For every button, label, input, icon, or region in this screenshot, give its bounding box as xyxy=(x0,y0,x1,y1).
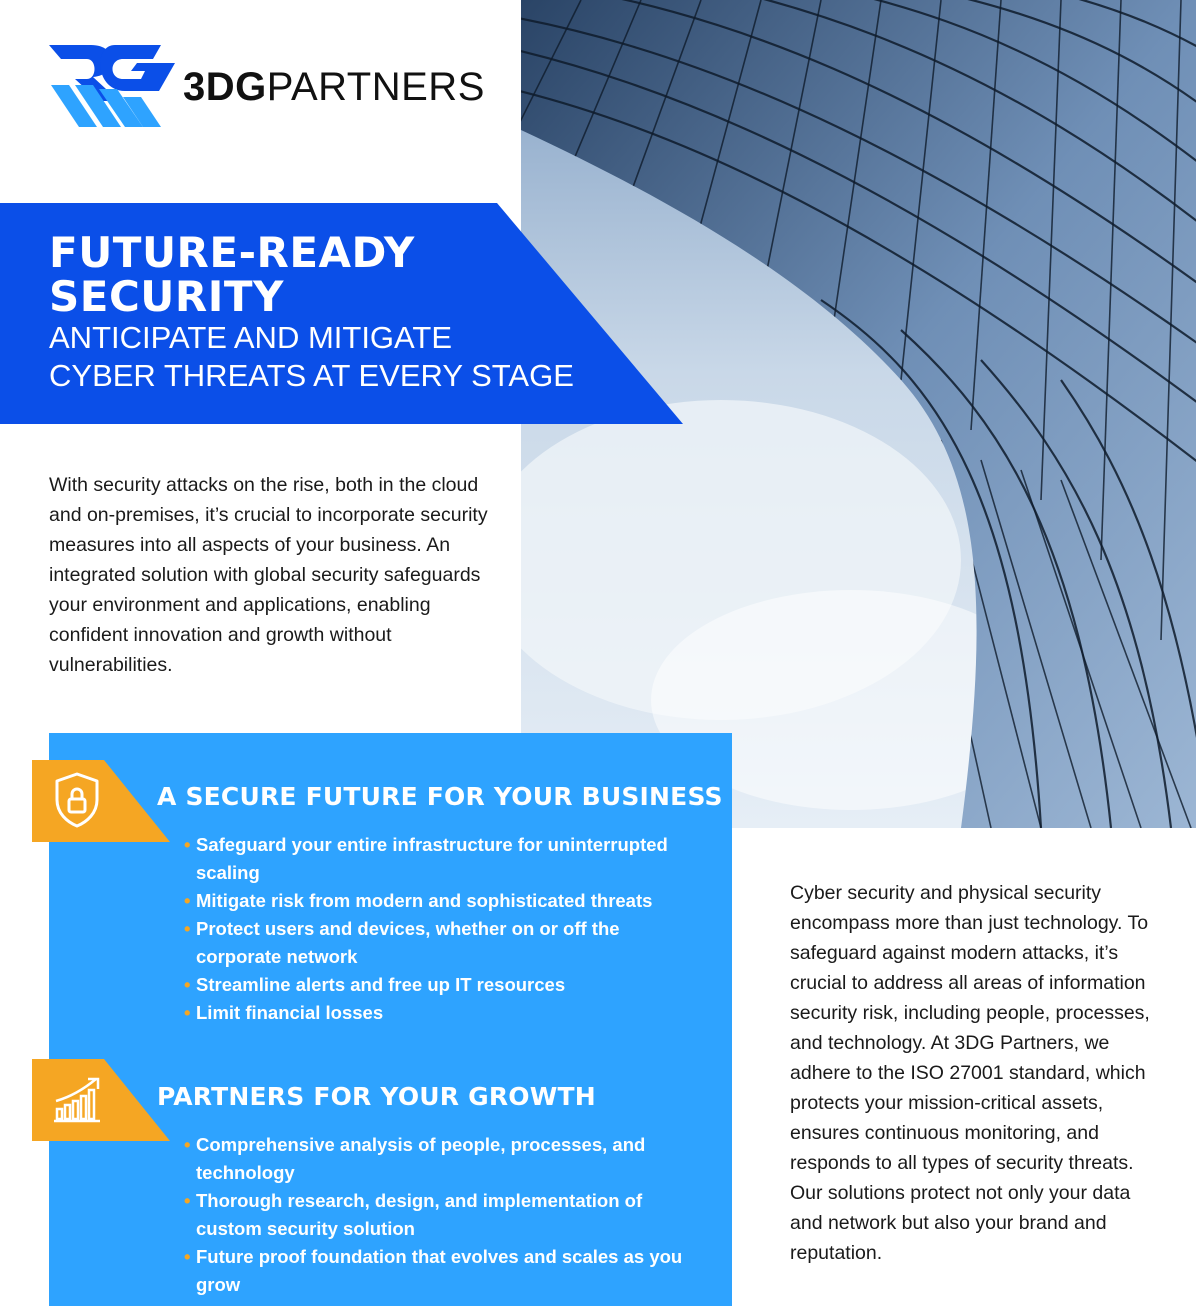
section-tab-2 xyxy=(32,1059,170,1141)
right-column-paragraph: Cyber security and physical security encompass more than just technology. To safeguard against modern attacks, it’s crucial to address all areas of information security risk, including people, processes, and technology. At 3DG Partners, we adhere to the ISO 27001 standard, which protects your mission-critical assets, ensures continuous monitoring, and responds to all types of security threats. Our solutions protect not only your data and network but also your brand and reputation. xyxy=(790,882,1150,1264)
page-title: FUTURE-READY SECURITY xyxy=(49,228,415,321)
list-item: • Future proof foundation that evolves and scales as you grow xyxy=(184,1243,704,1299)
secure-future-list xyxy=(184,831,704,1027)
partners-growth-list xyxy=(184,1131,704,1299)
list-item: • Streamline alerts and free up IT resources xyxy=(184,971,704,999)
list-item: • Protect users and devices, whether on or off the corporate network xyxy=(184,915,704,971)
section-tab-1 xyxy=(32,760,170,842)
list-item: • Thorough research, design, and implementation of custom security solution xyxy=(184,1187,704,1243)
3dg-logo-mark-icon xyxy=(49,45,177,129)
section-title-partners-growth: PARTNERS FOR YOUR GROWTH xyxy=(157,1082,596,1111)
section-title-secure-future: A SECURE FUTURE FOR YOUR BUSINESS xyxy=(157,782,723,811)
logo-wordmark: 3DGPARTNERS xyxy=(183,65,485,109)
list-item: • Safeguard your entire infrastructure for uninterrupted scaling xyxy=(184,831,704,887)
list-item: • Comprehensive analysis of people, processes, and technology xyxy=(184,1131,704,1187)
title-banner xyxy=(0,203,683,424)
page-subtitle: ANTICIPATE AND MITIGATE CYBER THREATS AT EVERY STAGE xyxy=(49,320,574,393)
list-item: • Limit financial losses xyxy=(184,999,704,1027)
company-logo xyxy=(49,45,485,129)
list-item: • Mitigate risk from modern and sophisticated threats xyxy=(184,887,704,915)
intro-paragraph: With security attacks on the rise, both in the cloud and on-premises, it’s crucial to incorporate security measures into all aspects of your business. An integrated solution with global security safeguards your environment and applications, enabling confident innovation and growth without vulnerabilities. xyxy=(49,474,488,676)
